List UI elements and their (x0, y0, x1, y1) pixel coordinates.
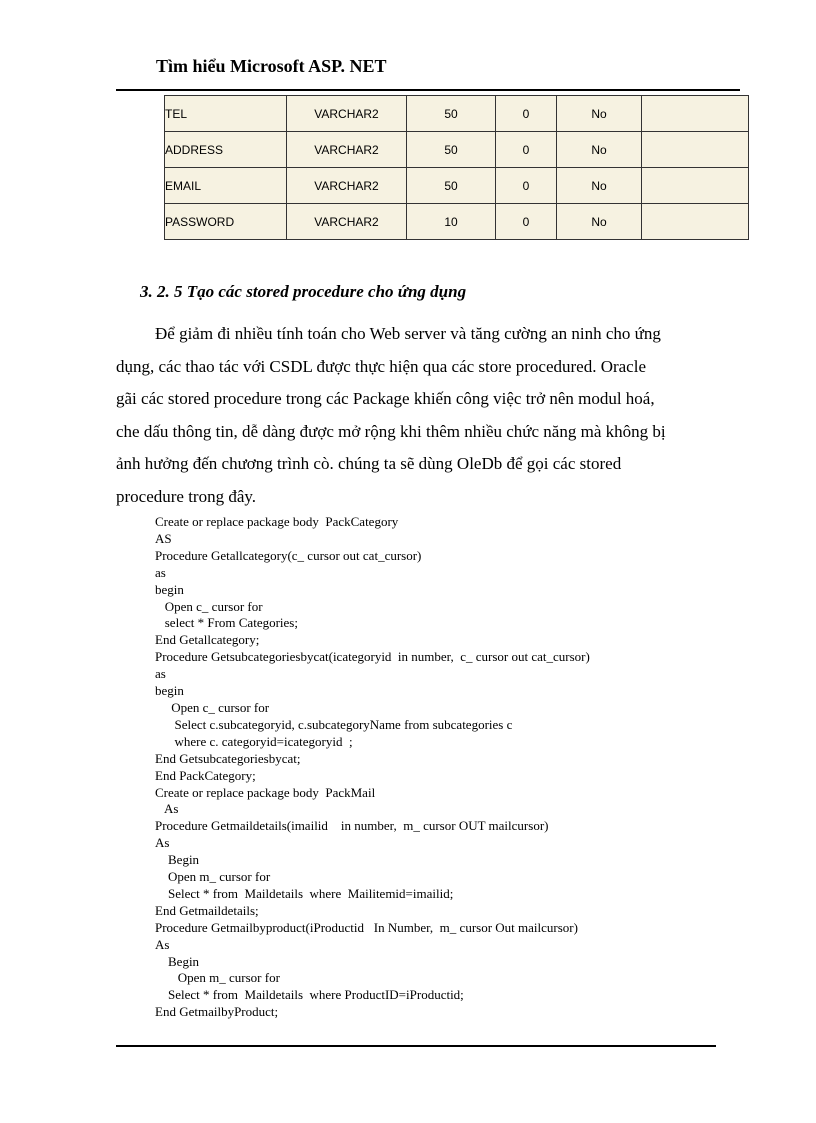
data-type-cell: VARCHAR2 (287, 204, 407, 240)
code-line: Select * from Maildetails where ProductID=iProductid; (155, 987, 464, 1003)
code-line: As (155, 835, 170, 851)
code-line: Procedure Getmailbyproduct(iProductid In Number, m_ cursor Out mailcursor) (155, 919, 578, 935)
column-name-cell: TEL (165, 96, 287, 132)
size-cell: 50 (407, 132, 496, 168)
table-row (165, 168, 749, 204)
size-cell: 50 (407, 96, 496, 132)
nullable-cell: No (557, 204, 642, 240)
code-line: Procedure Getallcategory(c_ cursor out cat_cursor) (155, 547, 422, 563)
size-cell: 50 (407, 168, 496, 204)
code-line: Begin (155, 852, 200, 868)
code-line: AS (155, 530, 172, 546)
nullable-cell: No (557, 168, 642, 204)
code-line: where c. categoryid=icategoryid ; (155, 733, 353, 749)
code-line: Select c.subcategoryid, c.subcategoryName from subcategories c (155, 716, 513, 732)
code-line: End PackCategory; (155, 767, 256, 783)
code-line: as (155, 666, 166, 682)
extra-cell (642, 168, 749, 204)
code-line: Begin (155, 953, 200, 969)
paragraph-line: Để giảm đi nhiều tính toán cho Web server và tăng cường an ninh cho ứng (155, 324, 661, 343)
code-line: As (155, 801, 179, 817)
size-cell: 10 (407, 204, 496, 240)
code-line: Create or replace package body PackCategory (155, 514, 399, 529)
paragraph-line: che dấu thông tin, dễ dàng được mở rộng khi thêm nhiều chức năng mà không bị (116, 421, 666, 441)
footer-divider (116, 1045, 716, 1047)
page-header-title: Tìm hiểu Microsoft ASP. NET (156, 56, 387, 76)
code-line: Procedure Getsubcategoriesbycat(icategoryid in number, c_ cursor out cat_cursor) (155, 649, 590, 665)
data-type-cell: VARCHAR2 (287, 96, 407, 132)
code-line: As (155, 936, 170, 952)
header-divider (116, 89, 740, 91)
column-name-cell: EMAIL (165, 168, 287, 204)
table-row (165, 204, 749, 240)
code-line: Procedure Getmaildetails(imailid in number, m_ cursor OUT mailcursor) (155, 818, 549, 834)
extra-cell (642, 96, 749, 132)
paragraph-line: dụng, các thao tác với CSDL được thực hiện qua các store procedured. Oracle (116, 356, 646, 376)
nullable-cell: No (557, 96, 642, 132)
extra-cell (642, 132, 749, 168)
scale-cell: 0 (496, 132, 557, 168)
body-paragraph (116, 318, 742, 513)
scale-cell: 0 (496, 96, 557, 132)
paragraph-line: procedure trong đây. (116, 486, 257, 506)
code-line: End Getsubcategoriesbycat; (155, 750, 301, 766)
code-line: begin (155, 683, 184, 699)
data-type-cell: VARCHAR2 (287, 132, 407, 168)
scale-cell: 0 (496, 204, 557, 240)
code-line: begin (155, 581, 184, 597)
code-line: Open m_ cursor for (155, 869, 271, 885)
data-type-cell: VARCHAR2 (287, 168, 407, 204)
table-row (165, 96, 749, 132)
code-line: Open c_ cursor for (155, 598, 263, 614)
code-listing (155, 514, 590, 1021)
nullable-cell: No (557, 132, 642, 168)
paragraph-line: ảnh hưởng đến chương trình cò. chúng ta sẽ dùng OleDb để gọi các stored (116, 454, 622, 473)
code-line: Select * from Maildetails where Mailitemid=imailid; (155, 885, 454, 901)
code-line: Create or replace package body PackMail (155, 784, 376, 800)
code-line: End Getmaildetails; (155, 902, 259, 918)
paragraph-line: gãi các stored procedure trong các Package khiến công việc trở nên modul hoá, (116, 389, 655, 408)
column-name-cell: ADDRESS (165, 132, 287, 168)
code-line: select * From Categories; (155, 615, 298, 631)
code-line: End GetmailbyProduct; (155, 1004, 279, 1020)
scale-cell: 0 (496, 168, 557, 204)
extra-cell (642, 204, 749, 240)
code-line: as (155, 564, 166, 580)
column-definition-table (164, 95, 749, 240)
section-heading: 3. 2. 5 Tạo các stored procedure cho ứng dụng (140, 282, 467, 301)
code-line: End Getallcategory; (155, 632, 260, 648)
code-line: Open m_ cursor for (155, 970, 280, 986)
code-line: Open c_ cursor for (155, 699, 270, 715)
column-name-cell: PASSWORD (165, 204, 287, 240)
table-row (165, 132, 749, 168)
